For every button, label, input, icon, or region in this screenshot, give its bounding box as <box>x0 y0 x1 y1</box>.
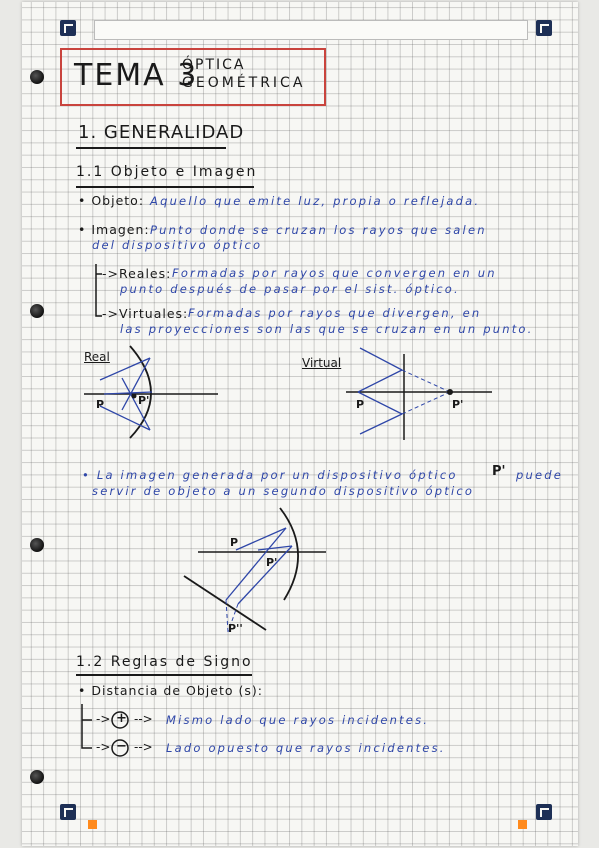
virtual-p-label: P <box>356 398 365 411</box>
plus-rule-text: Mismo lado que rayos incidentes. <box>166 713 430 727</box>
virtuales-definition-line1: Formadas por rayos que divergen, en <box>188 306 482 320</box>
reales-definition-line1: Formadas por rayos que convergen en un <box>172 266 497 280</box>
virtual-diagram <box>346 348 492 440</box>
title-main: TEMA 3 <box>74 58 199 93</box>
arrow-icon: -> <box>96 712 111 726</box>
note-symbol: P' <box>492 464 506 479</box>
chain-p-prime-label: P' <box>266 556 278 569</box>
title-sub-1: ÓPTICA <box>182 57 246 73</box>
minus-rule-text: Lado opuesto que rayos incidentes. <box>166 741 446 755</box>
subsection-heading: 1.2 Reglas de Signo <box>76 654 253 670</box>
arrow-icon: --> <box>134 712 153 726</box>
distance-label: • Distancia de Objeto (s): <box>78 683 263 698</box>
reales-definition-line2: punto después de pasar por el sist. óptico. <box>120 282 460 296</box>
chain-p-label: P <box>230 536 239 549</box>
plus-symbol: + <box>116 711 127 726</box>
real-label: Real <box>84 350 110 364</box>
subheading-underline <box>76 674 252 676</box>
imagen-definition-line1: Punto donde se cruzan los rayos que salen <box>150 223 487 237</box>
note-line1-end: puede <box>516 468 564 482</box>
arrow-icon: --> <box>134 740 153 754</box>
virtual-p-prime-label: P' <box>452 398 464 411</box>
imagen-definition-line2: del dispositivo óptico <box>92 238 263 252</box>
objeto-definition: Aquello que emite luz, propia o reflejada. <box>150 194 481 208</box>
chain-p-double-label: P'' <box>228 622 243 635</box>
chain-diagram <box>184 508 326 632</box>
objeto-term: • Objeto: <box>78 193 145 208</box>
title-sub-2: GEOMÉTRICA <box>182 75 306 91</box>
notebook-page <box>22 2 578 846</box>
minus-symbol: − <box>116 739 127 754</box>
imagen-term: • Imagen: <box>78 222 150 237</box>
note-line1: • La imagen generada por un dispositivo óptico <box>82 468 458 482</box>
real-p-label: P <box>96 398 105 411</box>
subsection-heading: 1.1 Objeto e Imagen <box>76 164 258 180</box>
arrow-icon: -> <box>96 740 111 754</box>
reales-term: ->Reales: <box>102 266 172 281</box>
virtuales-definition-line2: las proyecciones son las que se cruzan en un punto. <box>120 322 534 336</box>
note-line2: servir de objeto a un segundo dispositivo óptico <box>92 484 475 498</box>
virtual-label: Virtual <box>302 356 342 370</box>
virtuales-term: ->Virtuales: <box>102 306 189 321</box>
real-p-prime-label: P' <box>138 394 150 407</box>
section-heading: 1. GENERALIDAD <box>78 122 245 143</box>
